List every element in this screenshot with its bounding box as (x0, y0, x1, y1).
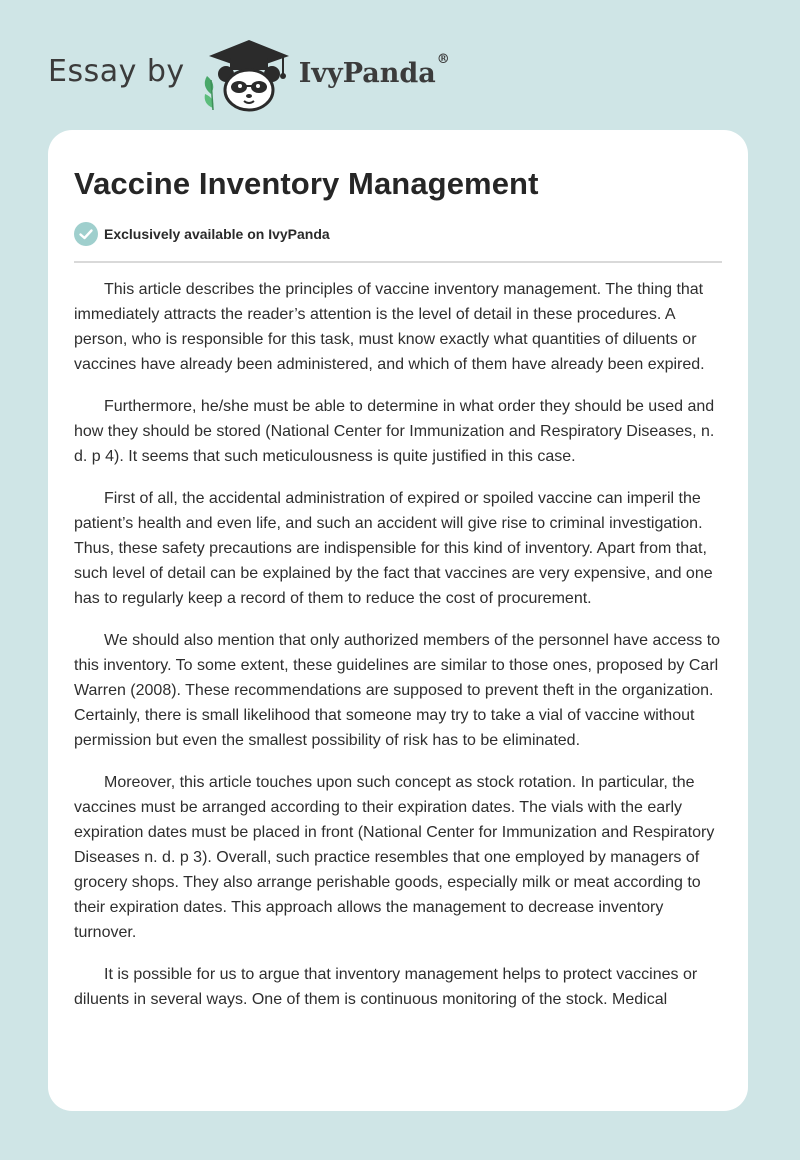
essay-body (74, 277, 724, 1029)
registered-mark: ® (436, 51, 450, 67)
divider (74, 261, 722, 263)
paragraph: It is possible for us to argue that inventory management helps to protect vaccines or diluents in several ways. One of them is continuous monitoring of the stock. Medical (74, 966, 698, 1008)
paragraph: This article describes the principles of vaccine inventory management. The thing that immediately attracts the reader’s attention is the level of detail in these procedures. A person, who is responsible for this task, must know exactly what quantities of diluents or vaccines have already been administered, and which of them have already been expired. (74, 281, 705, 373)
paragraph: Furthermore, he/she must be able to determine in what order they should be used and how they should be stored (National Center for Immunization and Respiratory Diseases, n. d. p 4). It seems that such meticulousness is quite justified in this case. (74, 398, 715, 465)
essay-by-label: Essay by (48, 53, 185, 89)
paragraph: First of all, the accidental administration of expired or spoiled vaccine can imperil the patient’s health and even life, and such an accident will give rise to criminal investigation. Thus, these safety precautions are indispensible for this kind of inventory. Apart from that, such level of detail can be explained by the fact that vaccines are very expensive, and one has to regularly keep a record of them to reduce the cost of procurement. (74, 490, 713, 607)
site-header (48, 34, 450, 114)
brand-name-text: IvyPanda (298, 57, 436, 89)
panda-graduate-logo-icon[interactable] (199, 34, 295, 114)
brand-name[interactable] (298, 51, 450, 89)
paragraph: Moreover, this article touches upon such concept as stock rotation. In particular, the vaccines must be arranged according to their expiration dates. The vials with the early expiration dates must be placed in front (National Center for Immunization and Respiratory Diseases n. d. p 3). Overall, such practice resembles that one employed by managers of grocery shops. They also arrange perishable goods, especially milk or meat according to their expiration dates. This approach allows the management to decrease inventory turnover. (74, 774, 715, 941)
paragraph: We should also mention that only authorized members of the personnel have access to this inventory. To some extent, these guidelines are similar to those ones, proposed by Carl Warren (2008). These recommendations are supposed to prevent theft in the organization. Certainly, there is small likelihood that someone may try to take a vial of vaccine without permission but even the smallest possibility of risk has to be eliminated. (74, 632, 721, 749)
badge-text: Exclusively available on IvyPanda (104, 226, 330, 242)
essay-card (48, 130, 748, 1111)
page-title: Vaccine Inventory Management (74, 166, 539, 201)
check-circle-icon (74, 222, 98, 246)
exclusive-badge (74, 222, 330, 246)
